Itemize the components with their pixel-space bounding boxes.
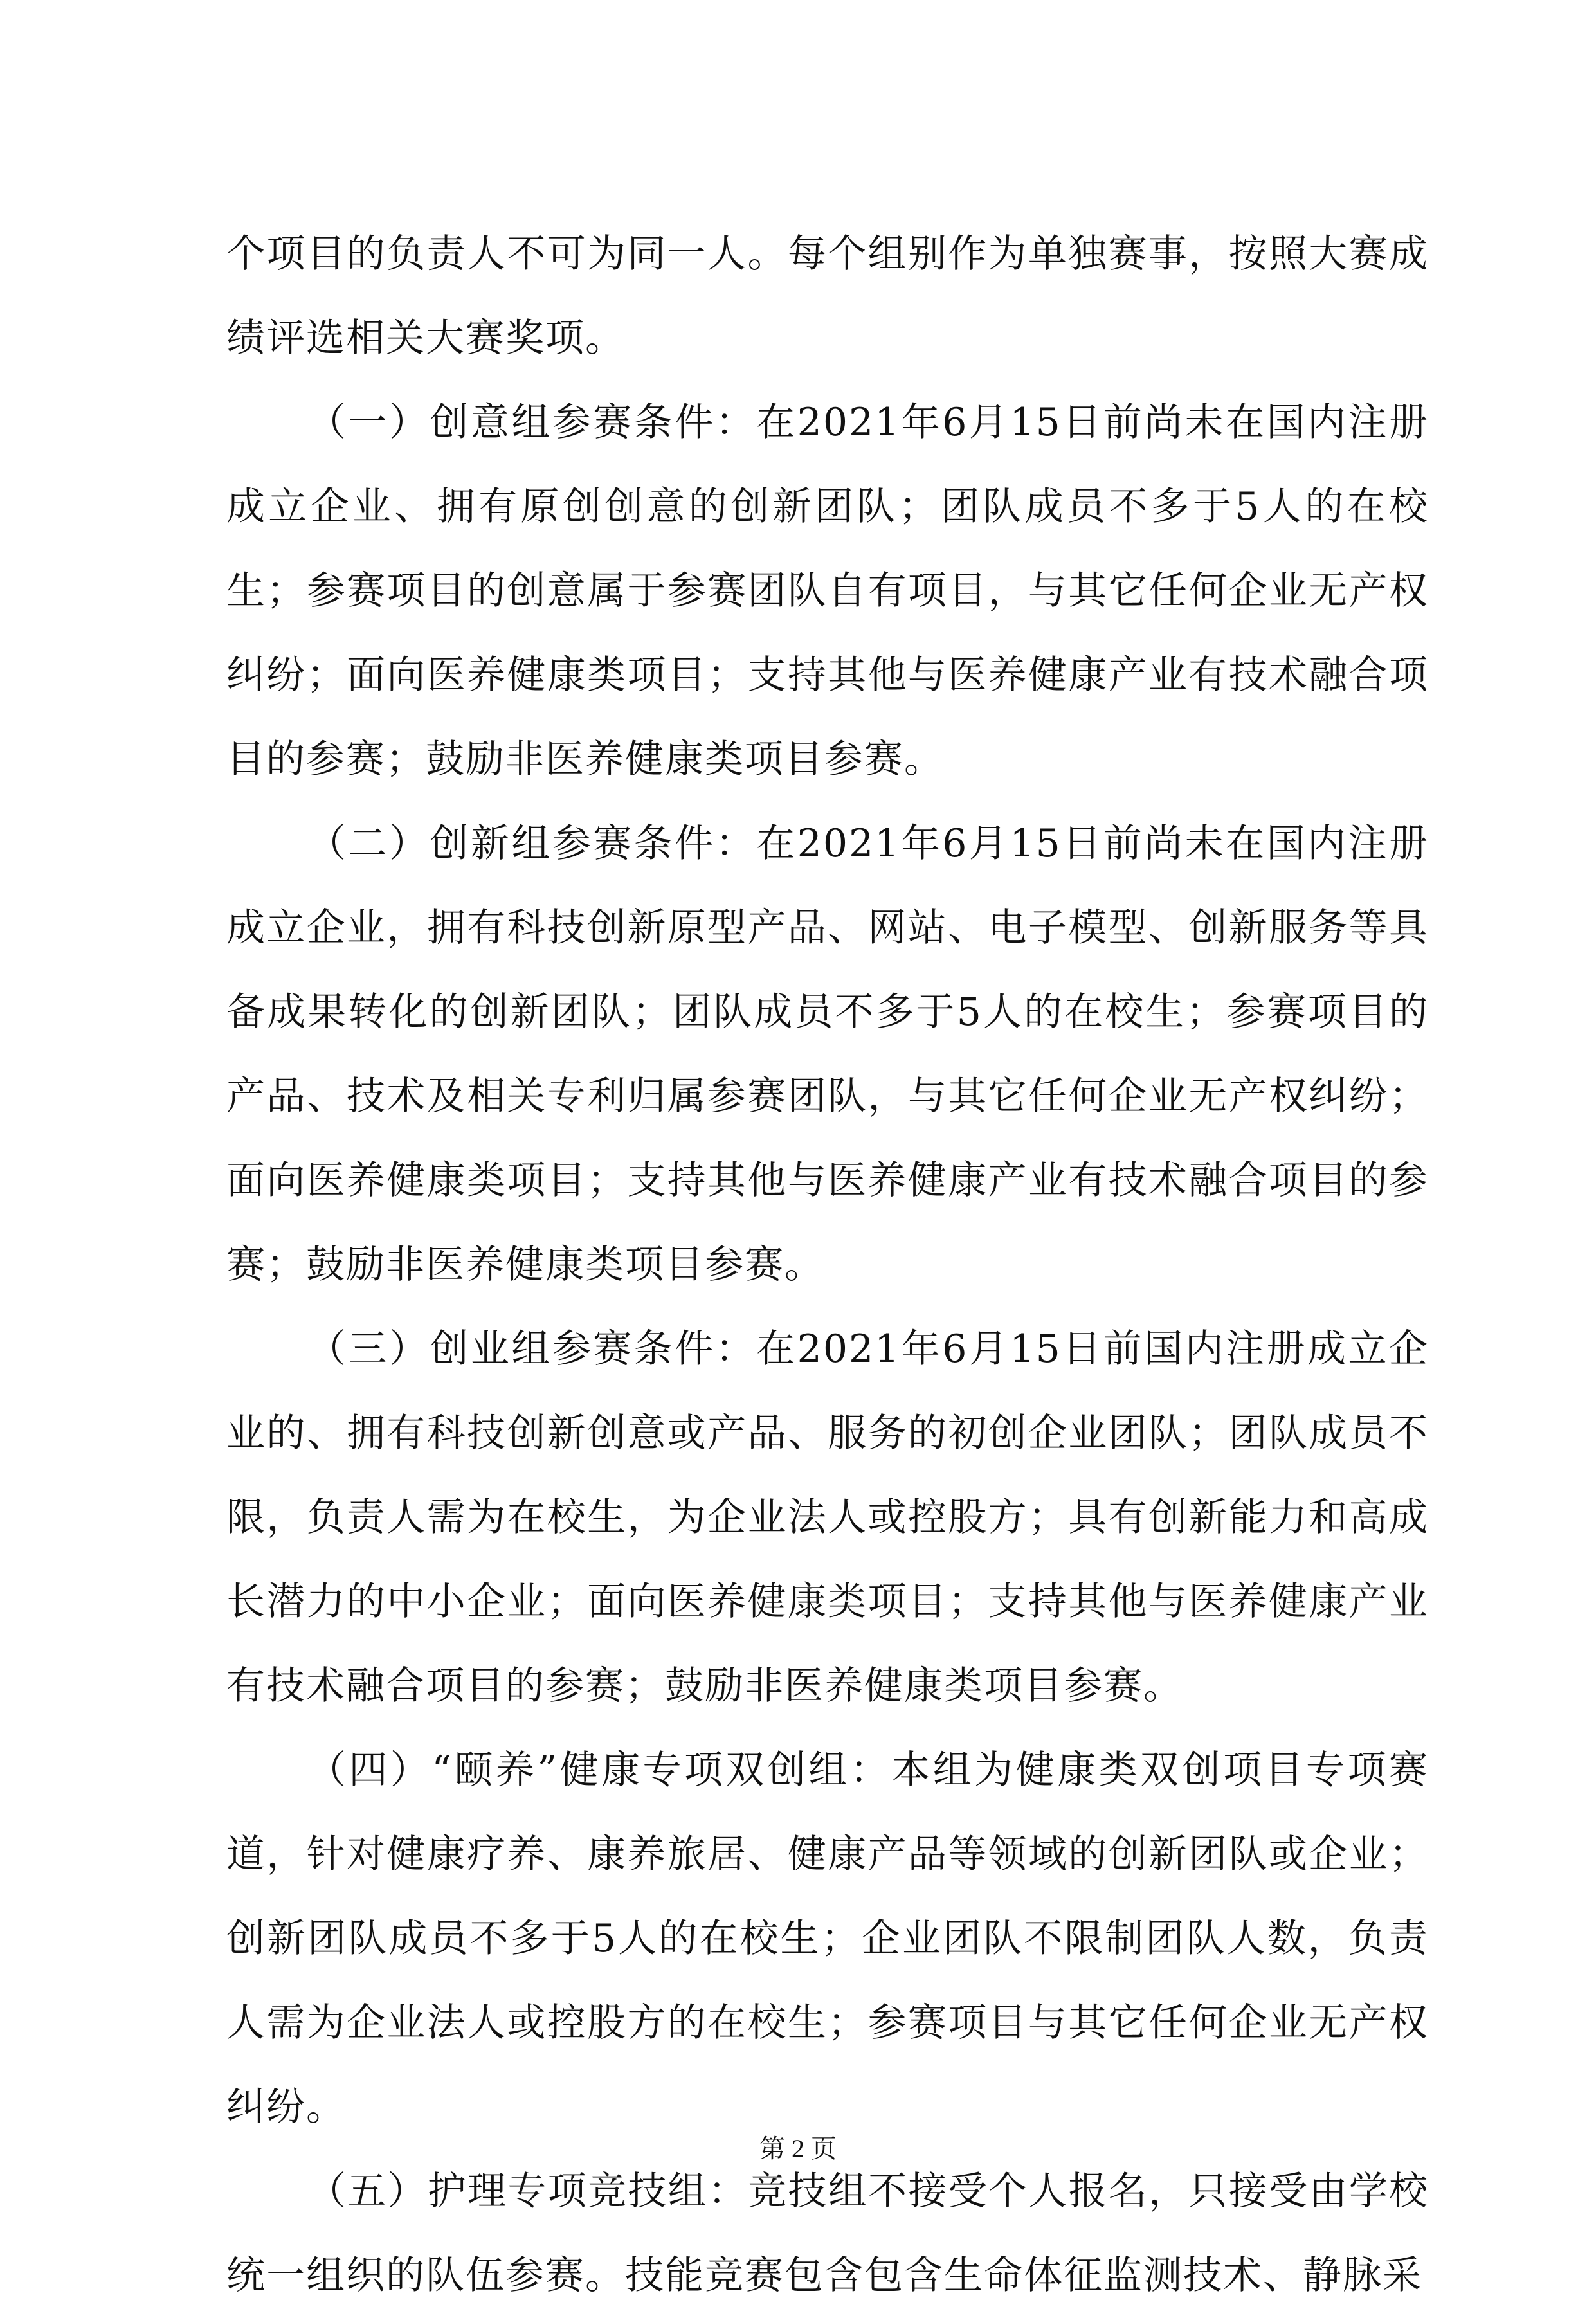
paragraph-creative-group: （一）创意组参赛条件：在2021年6月15日前尚未在国内注册成立企业、拥有原创创意的创新团队；团队成员不多于5人的在校生；参赛项目的创意属于参赛团队自有项目，与其它任何企业无产权纠纷；面向医养健康类项目；支持其他与医养健康产业有技术融合项目的参赛；鼓励非医养健康类项目参赛。 xyxy=(226,400,1429,782)
paragraph-startup-group: （三）创业组参赛条件：在2021年6月15日前国内注册成立企业的、拥有科技创新创意或产品、服务的初创企业团队；团队成员不限，负责人需为在校生，为企业法人或控股方；具有创新能力和高成长潜力的中小企业；面向医养健康类项目；支持其他与医养健康产业有技术融合项目的参赛；鼓励非医养健康类项目参赛。 xyxy=(226,1327,1429,1708)
page-number: 第 2 页 xyxy=(759,2134,837,2163)
document-body xyxy=(226,212,1429,2318)
paragraph-health-special-group: （四）“颐养”健康专项双创组：本组为健康类双创项目专项赛道，针对健康疗养、康养旅居、健康产品等领域的创新团队或企业；创新团队成员不多于5人的在校生；企业团队不限制团队人数，负责人需为企业法人或控股方的在校生；参赛项目与其它任何企业无产权纠纷。 xyxy=(226,1748,1429,2130)
paragraph-innovation-group: （二）创新组参赛条件：在2021年6月15日前尚未在国内注册成立企业，拥有科技创新原型产品、网站、电子模型、创新服务等具备成果转化的创新团队；团队成员不多于5人的在校生；参赛项目的产品、技术及相关专利归属参赛团队，与其它任何企业无产权纠纷；面向医养健康类项目；支持其他与医养健康产业有技术融合项目的参赛；鼓励非医养健康类项目参赛。 xyxy=(226,821,1429,1287)
paragraph-continuation: 个项目的负责人不可为同一人。每个组别作为单独赛事，按照大赛成绩评选相关大赛奖项。 xyxy=(226,231,1429,361)
paragraph-nursing-competition-group: （五）护理专项竞技组：竞技组不接受个人报名，只接受由学校统一组织的队伍参赛。技能竞赛包含包含生命体征监测技术、静脉采 xyxy=(226,2169,1429,2298)
